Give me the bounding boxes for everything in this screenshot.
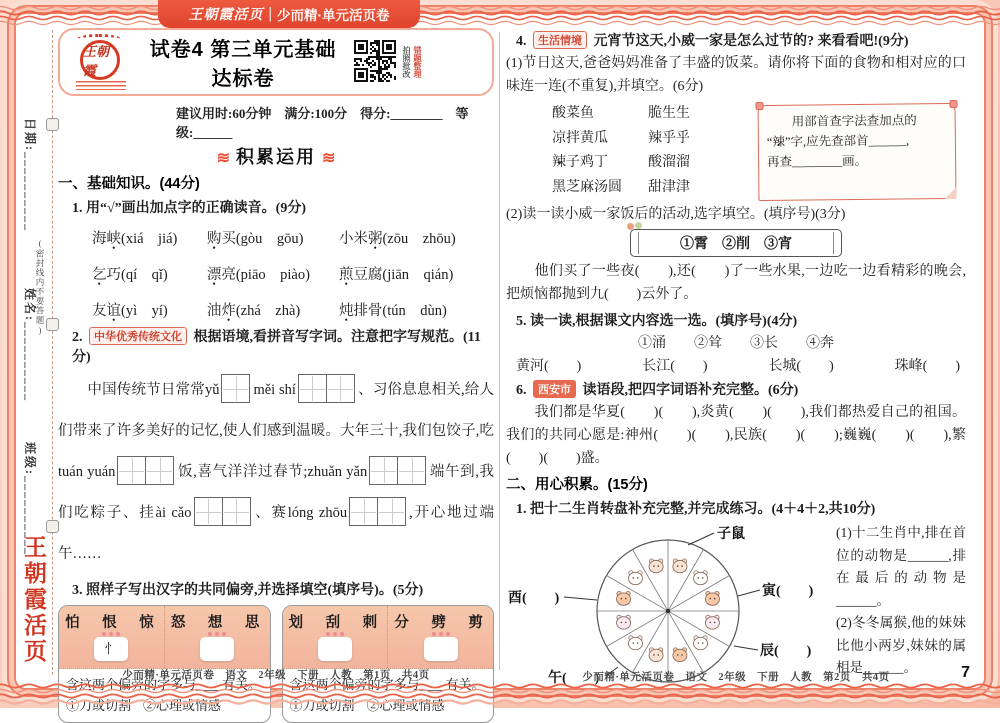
title-card <box>58 28 494 96</box>
brand-name: 王朝霞活页 <box>188 8 264 23</box>
taste-list <box>648 102 752 200</box>
q5-items <box>516 355 960 375</box>
q5-item[interactable]: 珠峰( ) <box>894 359 960 374</box>
food-matching-block <box>552 102 966 200</box>
zodiac-animal-icon <box>694 636 708 650</box>
wave-icon: ≋ <box>322 150 336 167</box>
note-line: 用部首查字法查加点的 <box>766 113 917 129</box>
writing-grid-cell[interactable] <box>397 456 426 485</box>
zodiac-animal-icon <box>705 615 719 629</box>
radical-answer-box[interactable] <box>424 637 458 661</box>
seal-note: (密封线内不要答题) <box>35 238 45 336</box>
option-2[interactable]: ②心理或情感 <box>366 698 445 713</box>
q5-choices: ①涌 ②耸 ③长 ④奔 <box>638 336 834 351</box>
left-page <box>58 28 495 713</box>
logo-waves-icon <box>76 81 126 90</box>
left-page-footer: 少而精·单元活页卷 语文 2年级 下册 人教 第1页 共4页 <box>122 670 430 681</box>
writing-grid[interactable] <box>350 497 406 526</box>
qr-caption-photo: 拍照批改 <box>402 46 411 78</box>
right-page-footer: 少而精·单元活页卷 语文 2年级 下册 人教 第2页 共4页 <box>582 672 890 683</box>
q5-item[interactable]: 长城( ) <box>768 359 834 374</box>
pinyin-choice-item[interactable]: 购买(gòu gōu) <box>206 231 304 247</box>
logo-seal-icon: 王朝霞 <box>80 40 120 80</box>
publisher-logo-icon <box>70 34 132 90</box>
zodiac-animal-icon <box>705 591 719 605</box>
wheel-label-dragon[interactable]: 辰( ) <box>760 644 812 659</box>
banner-subtitle: 少而精·单元活页卷 <box>277 8 390 23</box>
writing-grid-cell[interactable] <box>221 374 250 403</box>
name-field[interactable]: 姓名:__________ <box>23 288 37 402</box>
radical-card <box>58 605 271 723</box>
zodiac-animal-icon <box>649 648 663 662</box>
q5-label: 5. 读一读,根据课文内容选一选。(填序号)(4分) <box>516 314 798 329</box>
zodiac-sub1[interactable]: (1)十二生肖中,排在首位的动物是______,排在最后的动物是______。 <box>836 525 966 608</box>
wheel-label-rooster[interactable]: 酉( ) <box>508 591 560 606</box>
food-item[interactable]: 凉拌黄瓜 <box>552 130 608 146</box>
banner-divider: | <box>268 5 273 22</box>
writing-grid-cell[interactable] <box>194 497 223 526</box>
note-line: 再查________画。 <box>767 153 868 169</box>
radical-group: 怕 恨 惊 忄 <box>59 606 164 668</box>
q4-label: 4. 生活情境 元宵节这天,小威一家是怎么过节的? 来看看吧!(9分) <box>516 30 966 50</box>
pinyin-choice-item[interactable]: 煎豆腐(jiān qián) <box>338 267 454 283</box>
pinyin-choice-item[interactable]: 炖排骨(tún dùn) <box>338 303 447 319</box>
wheel-label-rat: 子鼠 <box>717 527 745 542</box>
wave-icon: ≋ <box>216 150 230 167</box>
zodiac-animal-icon <box>617 615 631 629</box>
radical-group: 划 刮 刺 <box>283 606 388 668</box>
q6-passage[interactable]: 我们都是华夏( )( ),炎黄( )( ),我们都热爱自己的祖国。我们的共同心愿是:神州( )( ),民族( )( );巍巍( )( ),繁( )( )盛。 <box>506 405 966 466</box>
food-item[interactable]: 黑芝麻汤圆 <box>552 179 622 195</box>
writing-grid-cell[interactable] <box>349 497 378 526</box>
zodiac-animal-icon <box>628 636 642 650</box>
qr-code-icon[interactable] <box>354 40 398 84</box>
character-choices-scroll: ①霄 ②削 ③宵 <box>630 229 842 257</box>
pinyin-choice-item[interactable]: 海峡(xiá jiá) <box>92 231 178 247</box>
note-line: “辣 •”字,应先查部首______, <box>767 130 947 152</box>
zodiac-animal-icon <box>673 559 687 573</box>
food-item[interactable]: 辣 •子鸡丁 <box>552 151 648 176</box>
pin-icon <box>755 102 763 110</box>
q2-text: měi shí <box>253 382 296 398</box>
pin-icon <box>949 100 957 108</box>
writing-grid-cell[interactable] <box>369 456 398 485</box>
zodiac-questions <box>836 520 966 690</box>
qr-block <box>354 40 482 84</box>
wheel-label-tiger[interactable]: 寅( ) <box>762 584 814 599</box>
option-1[interactable]: ①刀或切割 <box>66 698 132 713</box>
writing-grid-cell[interactable] <box>145 456 174 485</box>
vertical-brand-logo: 王朝霞活页 <box>21 535 46 665</box>
paper-title: 试卷4 第三单元基础达标卷 <box>149 39 337 90</box>
life-context-badge: 生活情境 <box>533 31 587 49</box>
writing-grid-cell[interactable] <box>326 374 355 403</box>
city-badge: 西安市 <box>533 380 576 398</box>
radical-answer-box[interactable] <box>318 637 352 661</box>
q2-paragraph <box>58 370 494 575</box>
q4-sub1: (1)节日这天,爸爸妈妈准备了丰盛的饭菜。请你将下面的食物和相对应的口味连一连(不重复),并填空。(6分) <box>506 56 966 94</box>
radical-group: 怒 想 思 <box>164 606 270 668</box>
q6-label: 6. 西安市 读语段,把四字词语补充完整。(6分) <box>516 379 966 399</box>
writing-grid[interactable] <box>195 497 251 526</box>
q2-text: 、习俗息息相关,给人们带来了许多美好的记忆,使人们感到温暖。大年三十,我们包饺子,吃tuán yuán <box>58 382 495 480</box>
wheel-label-horse[interactable]: 午( ) <box>548 671 600 686</box>
page-fold-icon <box>944 187 956 199</box>
q3-label: 3. 照样子写出汉字的共同偏旁,并选择填空(填序号)。(5分) <box>72 583 424 598</box>
zodiac-wheel[interactable] <box>506 520 836 690</box>
top-brand-banner <box>158 0 420 28</box>
zodiac-animal-icon <box>694 571 708 585</box>
right-page <box>506 26 966 690</box>
q5-item[interactable]: 黄河( ) <box>516 359 582 374</box>
q2-label: 2. 中华优秀传统文化 根据语境,看拼音写字词。注意把字写规范。(11分) <box>72 326 494 366</box>
pinyin-choice-item[interactable]: 小米粥(zōu zhōu) <box>338 231 456 247</box>
s2-q1-label: 1. 把十二生肖转盘补充完整,并完成练习。(4＋4＋2,共10分) <box>516 502 876 517</box>
writing-grid[interactable] <box>118 456 174 485</box>
section-banner: ≋ 积累运用 ≋ <box>216 147 336 167</box>
pinyin-choice-item[interactable]: 友谊(yì yí) <box>92 303 168 319</box>
tradition-badge: 中华优秀传统文化 <box>89 327 187 345</box>
taste-item[interactable]: 辣乎乎 <box>648 130 690 146</box>
pinyin-choice-item[interactable]: 油炸(zhá zhà) <box>206 303 301 319</box>
taste-item[interactable]: 脆生生 <box>648 106 690 121</box>
writing-grid-cell[interactable] <box>222 497 251 526</box>
meta-score-line[interactable]: 建议用时:60分钟 满分:100分 得分:________ 等级:______ <box>176 106 469 140</box>
q2-text: 饭,喜气洋洋过春节;zhuǎn yǎn <box>177 464 368 480</box>
q3-cards <box>58 605 494 723</box>
radical-group: 分 劈 剪 <box>387 606 493 668</box>
class-field[interactable]: 班级:__________ <box>23 442 37 556</box>
fill-blank-line[interactable]: 含这两个偏旁的字多与____有关。 <box>289 677 485 692</box>
option-1[interactable]: ①刀或切割 <box>289 698 355 713</box>
pinyin-choice-item[interactable]: 乞巧(qí qǐ) <box>92 267 168 283</box>
zodiac-animal-icon <box>649 559 663 573</box>
fill-blank-line[interactable]: 含这两个偏旁的字多与____有关。 <box>66 677 262 692</box>
page-number: 7 <box>961 664 970 681</box>
writing-grid-cell[interactable] <box>298 374 327 403</box>
section2-heading: 二、用心积累。(15分) <box>506 477 648 493</box>
writing-grid-cell[interactable] <box>377 497 406 526</box>
pinyin-choice-item[interactable]: 漂亮(piāo piào) <box>206 267 310 283</box>
taste-item[interactable]: 甜津津 <box>648 179 690 195</box>
q2-text: 端午到,我们吃粽子、挂ài cǎo <box>58 464 495 521</box>
writing-grid[interactable] <box>370 456 426 485</box>
dictionary-note-box[interactable] <box>758 103 957 201</box>
food-item[interactable]: 酸菜鱼 <box>552 106 594 121</box>
q2-text: 、赛lóng zhōu <box>253 505 348 521</box>
taste-item[interactable]: 酸溜溜 <box>648 155 690 170</box>
q4-sub2: (2)读一读小威一家饭后的活动,选字填空。(填序号)(3分) <box>506 207 846 222</box>
radical-answer-box[interactable] <box>200 637 234 661</box>
writing-grid[interactable] <box>299 374 355 403</box>
note-text <box>767 110 948 172</box>
section1-heading: 一、基础知识。(44分) <box>58 176 200 192</box>
radical-answer-box[interactable]: 忄 <box>94 637 128 661</box>
q2-text: ,开心地过端午…… <box>58 505 495 562</box>
q5-item[interactable]: 长江( ) <box>642 359 708 374</box>
date-field[interactable]: 日期:__________ <box>23 118 37 232</box>
zodiac-sub2[interactable]: (2)冬冬属猴,他的妹妹比他小两岁,妹妹的属相是______。 <box>836 615 966 675</box>
zodiac-animal-icon <box>628 571 642 585</box>
ribbon-icon <box>627 223 634 230</box>
q4-passage[interactable]: 他们买了一些夜( ),还( )了一些水果,一边吃一边看精彩的晚会,把烦恼都抛到九( )云外了。 <box>506 264 966 302</box>
writing-grid-cell[interactable] <box>117 456 146 485</box>
writing-grid[interactable] <box>222 374 250 403</box>
q1-pinyin-grid <box>92 227 494 320</box>
q1-label: 1. 用“√”画出加点字的正确读音。(9分) <box>72 201 307 216</box>
radical-card <box>282 605 495 723</box>
zodiac-animal-icon <box>673 648 687 662</box>
option-2[interactable]: ②心理或情感 <box>143 698 222 713</box>
zodiac-animal-icon <box>617 591 631 605</box>
qr-caption-errors: 错题整理 <box>413 46 422 78</box>
food-list <box>552 102 648 200</box>
page-divider <box>499 32 500 670</box>
zodiac-block <box>506 520 966 690</box>
q2-text: 中国传统节日常常yǔ <box>58 382 220 398</box>
